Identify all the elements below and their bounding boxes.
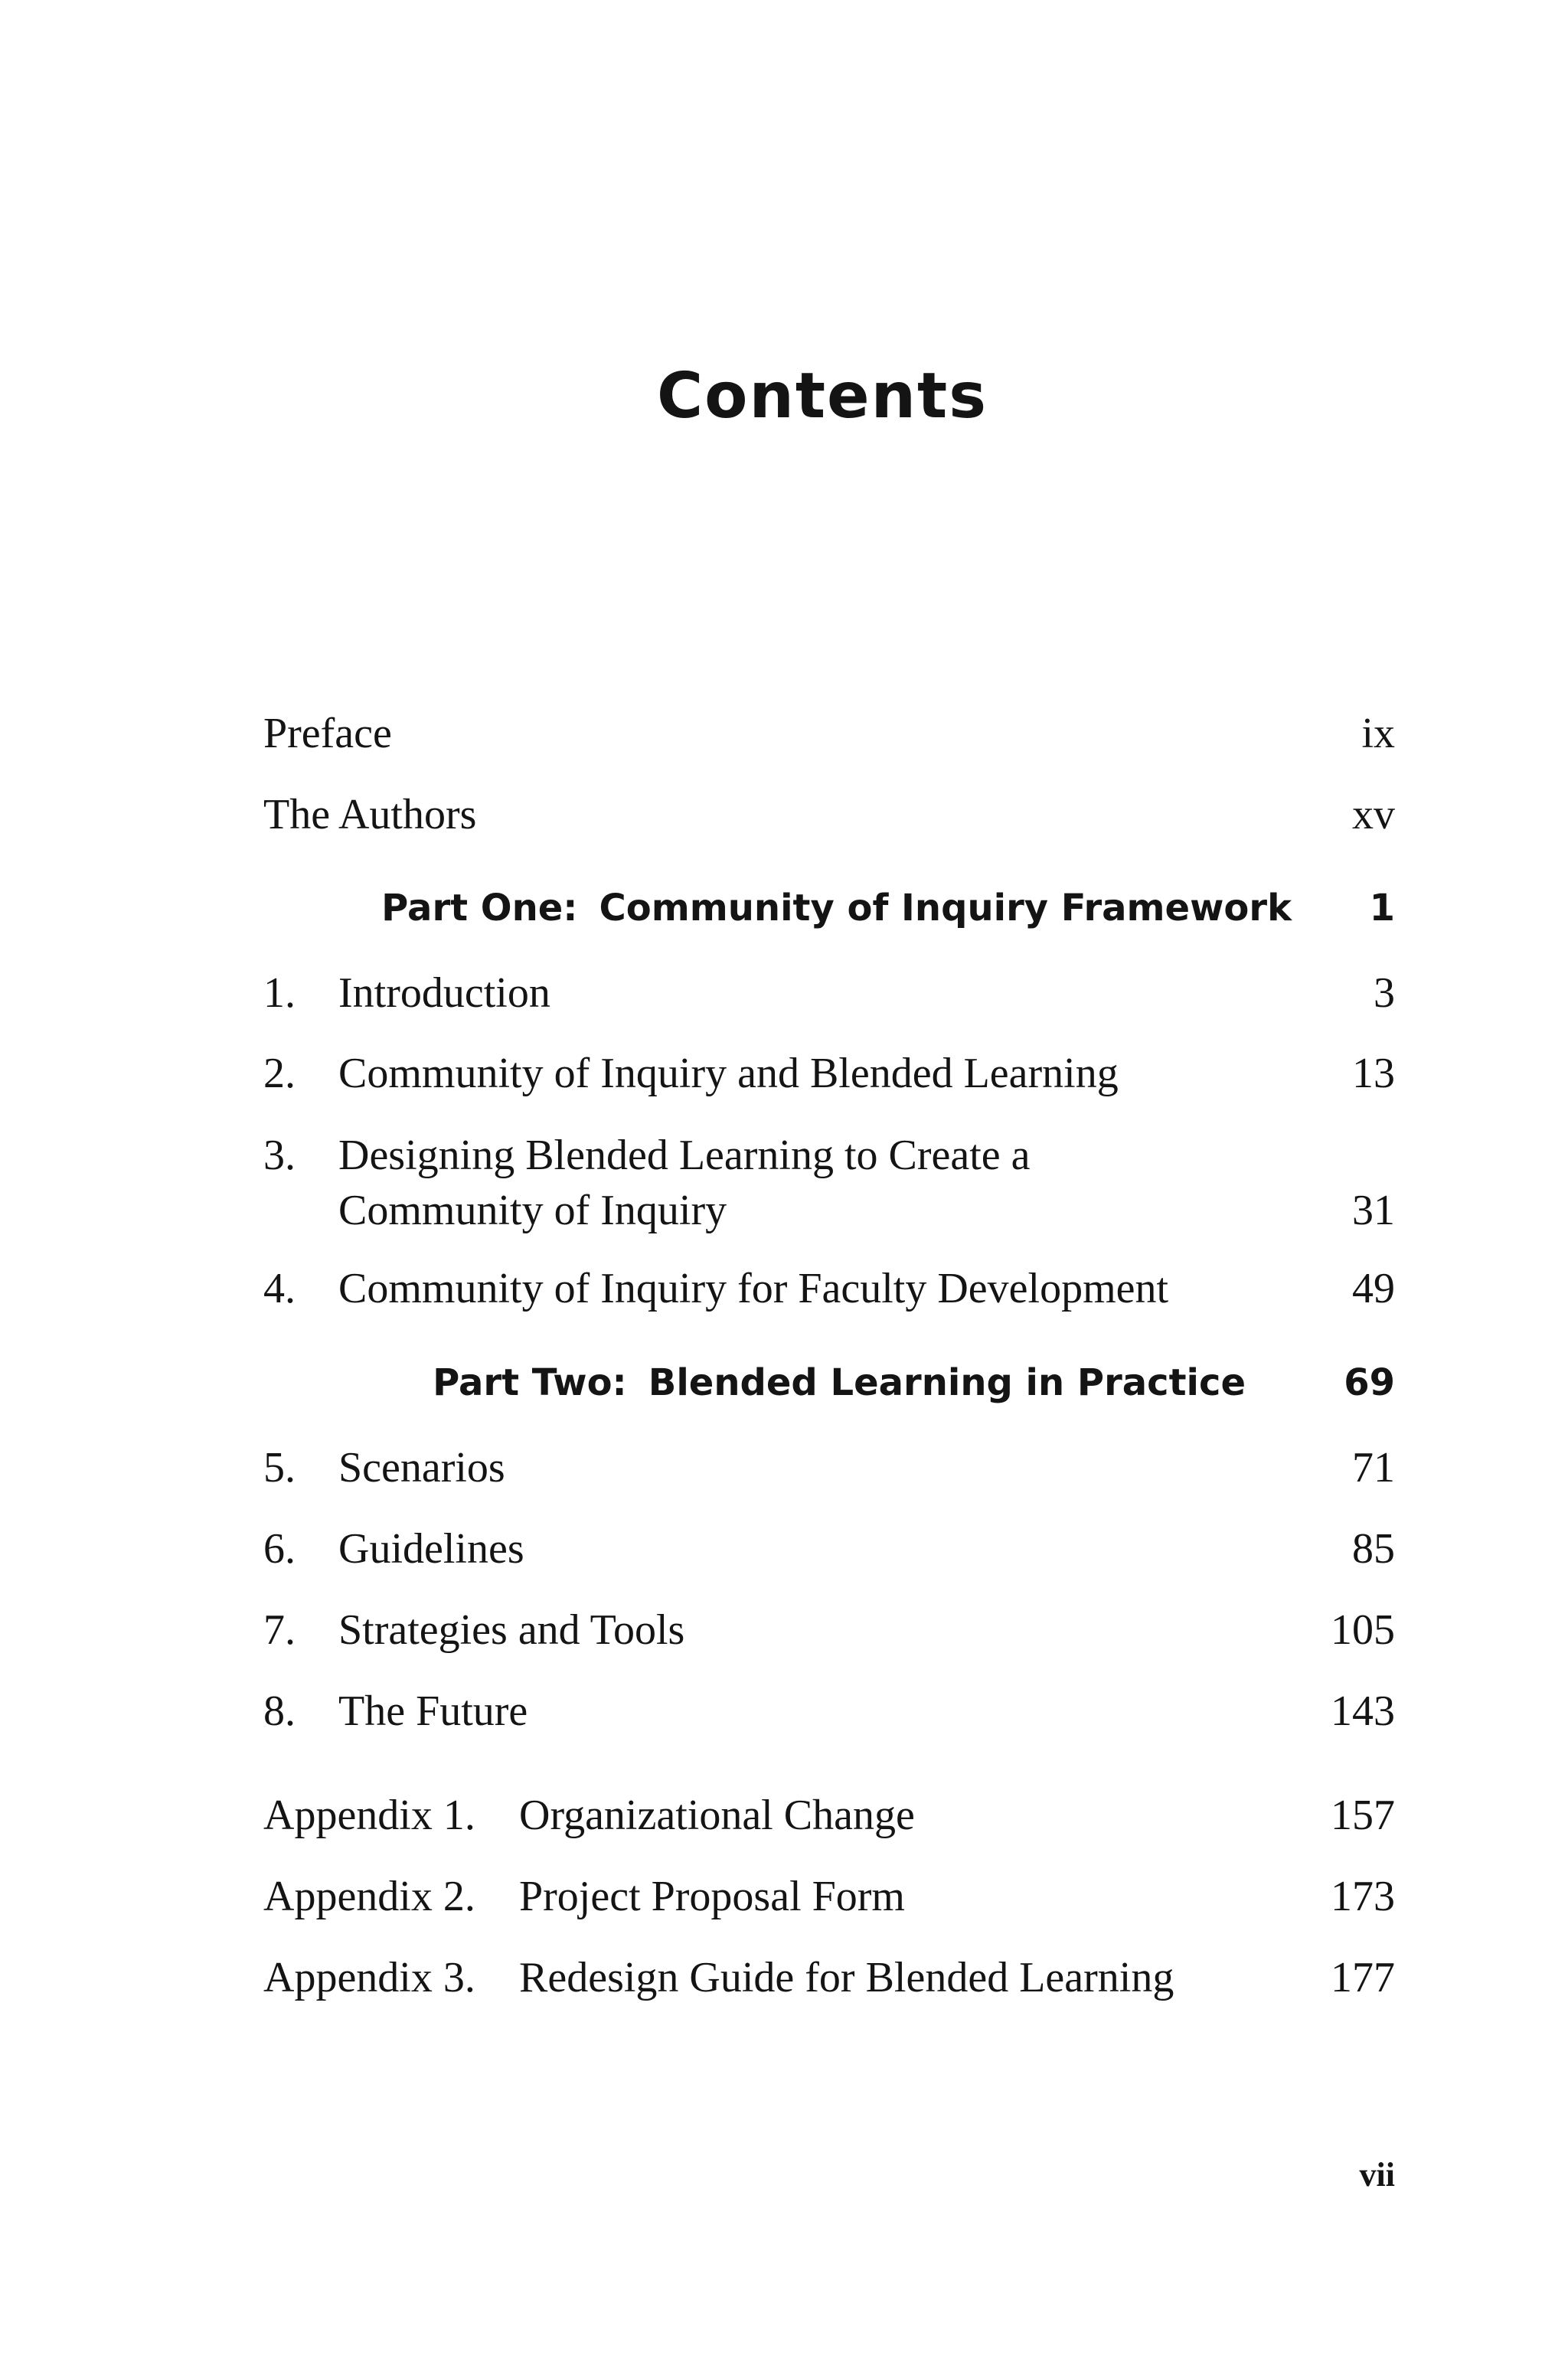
chapter-title: Guidelines (338, 1525, 524, 1573)
chapter-number: 7. (263, 1606, 296, 1654)
chapter-number: 5. (263, 1444, 296, 1491)
appendix-label: Appendix 2. (263, 1873, 475, 1920)
toc-part-one-heading[interactable] (263, 887, 1395, 936)
chapter-number: 3. (263, 1132, 296, 1179)
entry-title: Preface (263, 710, 392, 757)
toc-chapter-7[interactable] (263, 1606, 1395, 1655)
appendix-page: 157 (1331, 1792, 1395, 1839)
appendix-page: 177 (1331, 1954, 1395, 2001)
chapter-title: Strategies and Tools (338, 1606, 685, 1654)
toc-entry-the-authors[interactable] (263, 793, 1395, 839)
entry-page: xv (1352, 791, 1395, 838)
entry-title: The Authors (263, 791, 477, 838)
appendix-title: Redesign Guide for Blended Learning (519, 1954, 1174, 2001)
part-page: 69 (1344, 1361, 1395, 1404)
chapter-number: 6. (263, 1525, 296, 1573)
chapter-page: 105 (1331, 1606, 1395, 1654)
chapter-number: 4. (263, 1265, 296, 1312)
chapter-number: 8. (263, 1687, 296, 1735)
part-label: Part Two: (433, 1361, 627, 1404)
chapter-page: 3 (1374, 969, 1395, 1017)
toc-chapter-3[interactable] (263, 1128, 1395, 1235)
chapter-page: 49 (1352, 1265, 1395, 1312)
chapter-title-line-1: Designing Blended Learning to Create a (338, 1132, 1031, 1179)
appendix-label: Appendix 1. (263, 1792, 475, 1839)
toc-chapter-8[interactable] (263, 1687, 1395, 1736)
chapter-title: Community of Inquiry for Faculty Development (338, 1265, 1169, 1312)
toc-chapter-1[interactable] (263, 969, 1395, 1018)
chapter-page: 31 (1352, 1187, 1395, 1234)
part-title: Blended Learning in Practice (648, 1361, 1246, 1404)
chapter-title-line-2: Community of Inquiry (338, 1187, 727, 1234)
page-title: Contents (656, 360, 988, 433)
part-label: Part One: (381, 887, 578, 929)
chapter-number: 2. (263, 1050, 296, 1097)
toc-appendix-2[interactable] (263, 1875, 1395, 1921)
chapter-page: 13 (1352, 1050, 1395, 1097)
entry-page: ix (1361, 710, 1395, 757)
part-page: 1 (1369, 887, 1395, 929)
appendix-title: Project Proposal Form (519, 1873, 905, 1920)
chapter-number: 1. (263, 969, 296, 1017)
chapter-title: Community of Inquiry and Blended Learning (338, 1050, 1119, 1097)
chapter-title: Scenarios (338, 1444, 505, 1491)
toc-chapter-5[interactable] (263, 1446, 1395, 1492)
toc-chapter-2[interactable] (263, 1052, 1395, 1098)
table-of-contents (263, 0, 1395, 2362)
chapter-title: Introduction (338, 969, 550, 1017)
toc-appendix-3[interactable] (263, 1956, 1395, 2002)
appendix-title: Organizational Change (519, 1792, 915, 1839)
toc-part-two-heading[interactable] (263, 1361, 1395, 1410)
chapter-title: The Future (338, 1687, 528, 1735)
toc-chapter-4[interactable] (263, 1267, 1395, 1313)
chapter-page: 71 (1352, 1444, 1395, 1491)
part-title: Community of Inquiry Framework (599, 887, 1292, 929)
chapter-page: 143 (1331, 1687, 1395, 1735)
toc-appendix-1[interactable] (263, 1794, 1395, 1840)
page-number-folio: vii (1359, 2156, 1395, 2194)
appendix-page: 173 (1331, 1873, 1395, 1920)
toc-chapter-6[interactable] (263, 1527, 1395, 1573)
chapter-page: 85 (1352, 1525, 1395, 1573)
toc-entry-preface[interactable] (263, 712, 1395, 758)
appendix-label: Appendix 3. (263, 1954, 475, 2001)
